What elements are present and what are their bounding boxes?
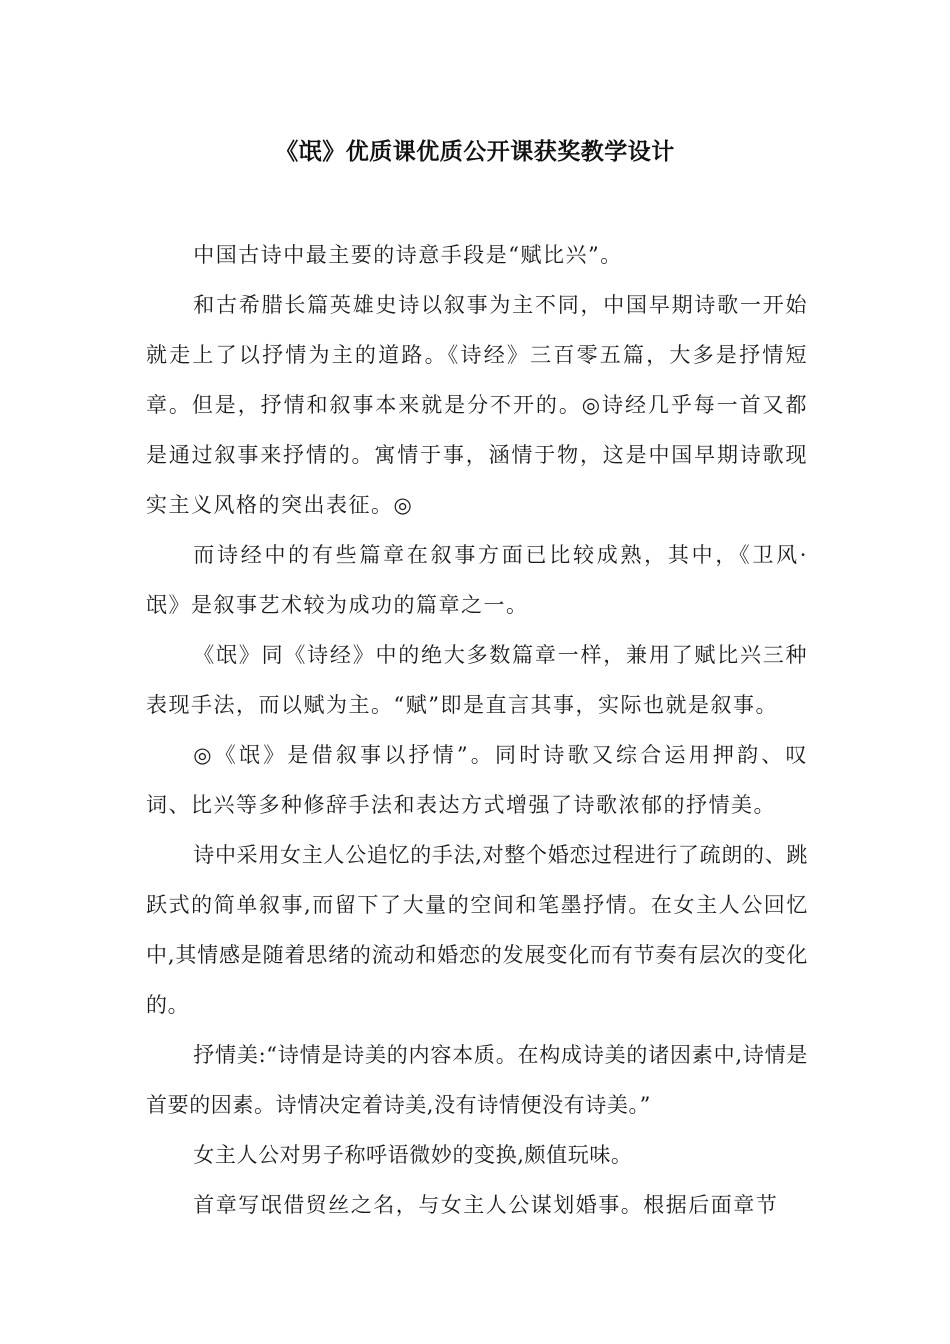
paragraph-4: 《氓》同《诗经》中的绝大多数篇章一样，兼用了赋比兴三种表现手法，而以赋为主。“赋”即是直言其事，实际也就是叙事。 xyxy=(146,643,808,717)
paragraph-8: 女主人公对男子称呼语微妙的变换,颇值玩味。 xyxy=(193,1143,633,1167)
paragraph-7: 抒情美:“诗情是诗美的内容本质。在构成诗美的诸因素中,诗情是首要的因素。诗情决定着诗美,没有诗情便没有诗美。” xyxy=(146,1043,808,1117)
document-title: 《氓》优质课优质公开课获奖教学设计 xyxy=(275,139,675,165)
paragraph-2: 和古希腊长篇英雄史诗以叙事为主不同，中国早期诗歌一开始就走上了以抒情为主的道路。《诗经》三百零五篇，大多是抒情短章。但是，抒情和叙事本来就是分不开的。◎诗经几乎每一首又都是通过叙事来抒情的。寓情于事，涵情于物，这是中国早期诗歌现实主义风格的突出表征。◎ xyxy=(146,293,808,517)
document-body xyxy=(146,230,808,1230)
paragraph-1: 中国古诗中最主要的诗意手段是“赋比兴”。 xyxy=(193,243,623,267)
paragraph-3: 而诗经中的有些篇章在叙事方面已比较成熟，其中，《卫风·氓》是叙事艺术较为成功的篇章之一。 xyxy=(146,543,808,617)
paragraph-6: 诗中采用女主人公追忆的手法,对整个婚恋过程进行了疏朗的、跳跃式的简单叙事,而留下了大量的空间和笔墨抒情。在女主人公回忆中,其情感是随着思绪的流动和婚恋的发展变化而有节奏有层次的变化的。 xyxy=(146,843,808,1017)
paragraph-9: 首章写氓借贸丝之名，与女主人公谋划婚事。根据后面章节 xyxy=(193,1193,779,1217)
paragraph-5: ◎《氓》是借叙事以抒情”。同时诗歌又综合运用押韵、叹词、比兴等多种修辞手法和表达方式增强了诗歌浓郁的抒情美。 xyxy=(146,743,808,817)
